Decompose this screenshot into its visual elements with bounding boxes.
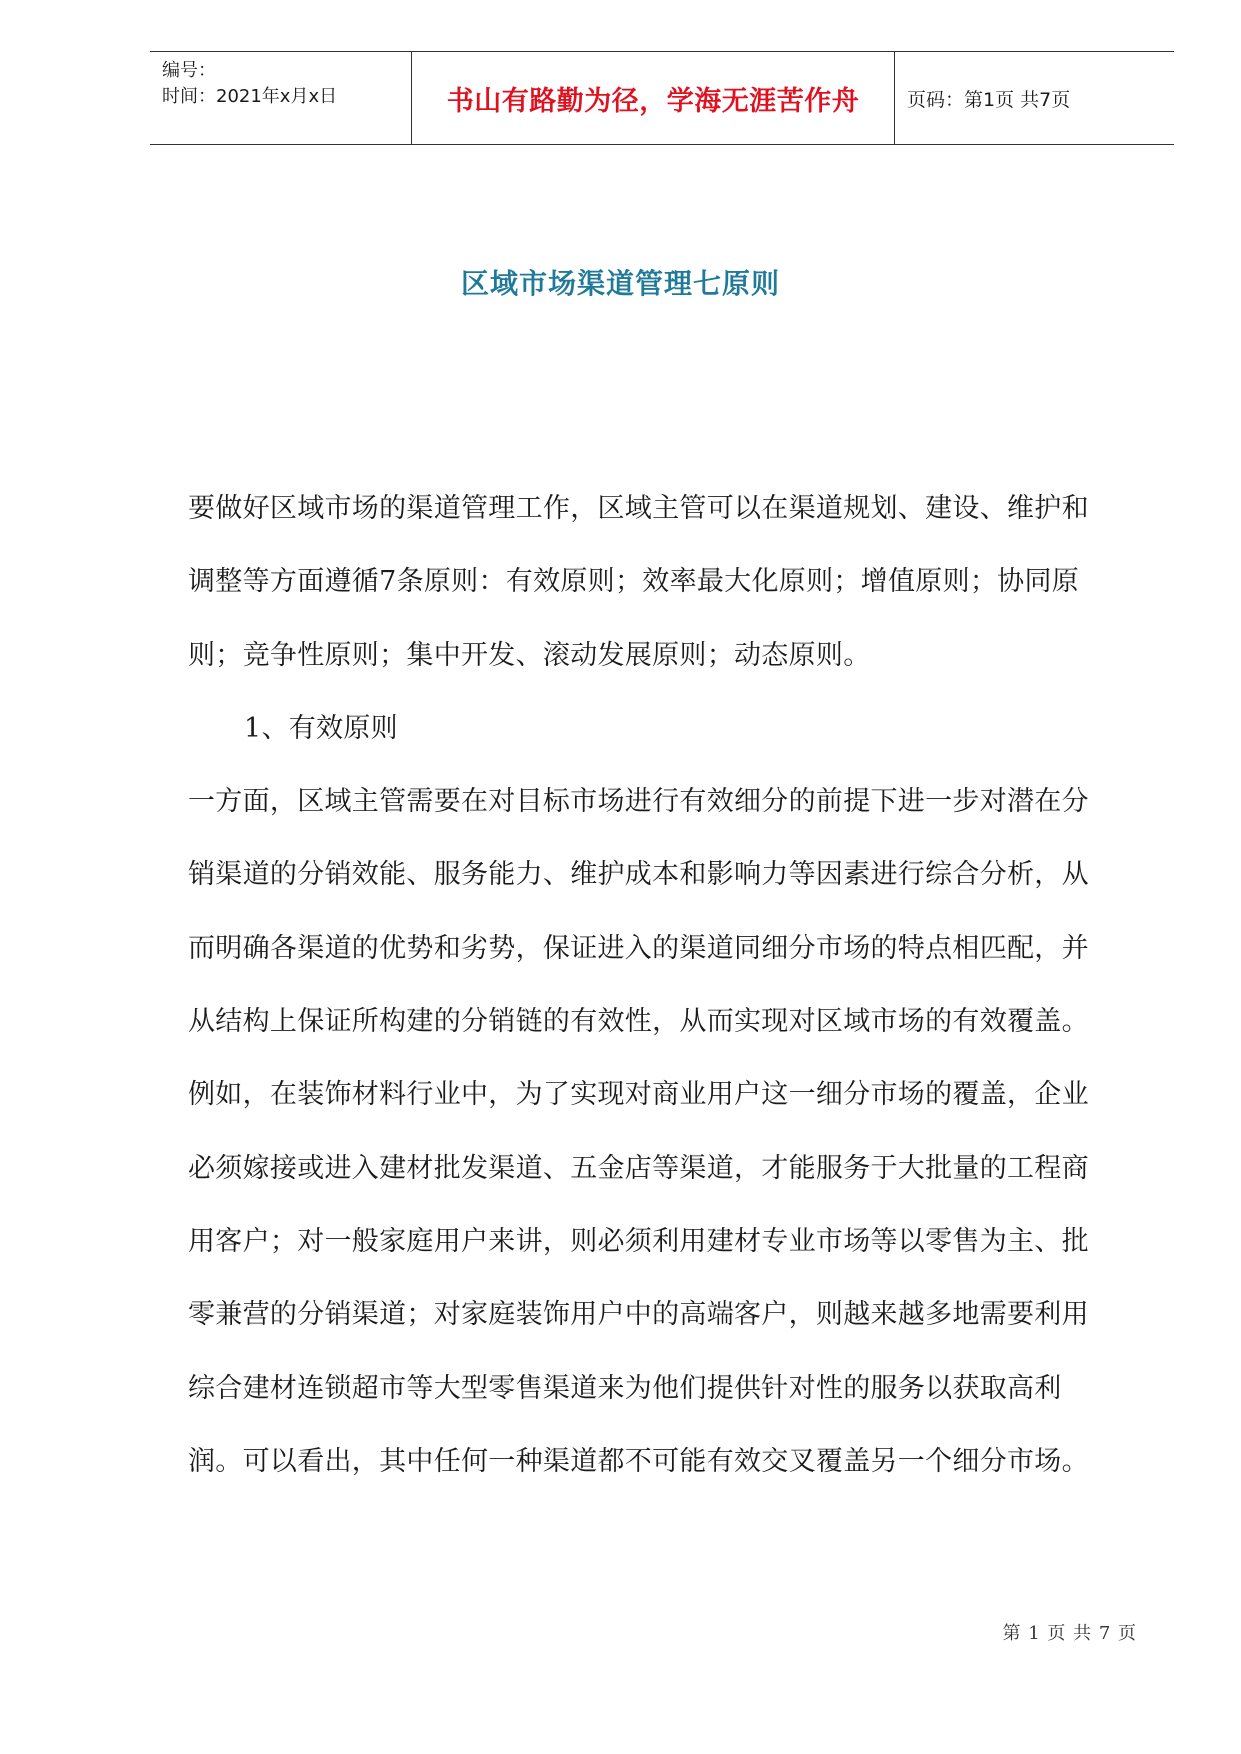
paragraph-line: 而明确各渠道的优势和劣势，保证进入的渠道同细分市场的特点相匹配，并	[188, 932, 1089, 964]
paragraph-line: 要做好区域市场的渠道管理工作，区域主管可以在渠道规划、建设、维护和	[188, 493, 1089, 524]
paragraph-line: 从结构上保证所构建的分销链的有效性，从而实现对区域市场的有效覆盖。	[188, 1006, 1089, 1038]
header-info-cell	[150, 52, 411, 144]
paragraph-line: 必须嫁接或进入建材批发渠道、五金店等渠道，才能服务于大批量的工程商	[188, 1152, 1089, 1184]
paragraph-line: 调整等方面遵循7条原则：有效原则；效率最大化原则；增值原则；协同原	[188, 566, 1080, 598]
paragraph-line: 例如，在装饰材料行业中，为了实现对商业用户这一细分市场的覆盖，企业	[188, 1079, 1089, 1111]
header-page-cell	[895, 52, 1174, 144]
paragraph-line: 综合建材连锁超市等大型零售渠道来为他们提供针对性的服务以获取高利	[188, 1372, 1062, 1404]
page-footer: 第 1 页 共 7 页	[1002, 1623, 1137, 1644]
serial-label: 编号：	[162, 60, 216, 81]
paragraph-line: 一方面，区域主管需要在对目标市场进行有效细分的前提下进一步对潜在分	[188, 786, 1089, 818]
paragraph-line: 润。可以看出，其中任何一种渠道都不可能有效交叉覆盖另一个细分市场。	[188, 1445, 1089, 1477]
document-title: 区域市场渠道管理七原则	[460, 267, 780, 300]
motto: 书山有路勤为径，学海无涯苦作舟	[446, 85, 860, 117]
body-text	[188, 484, 1188, 1510]
header-table	[150, 51, 1174, 145]
paragraph-line: 销渠道的分销效能、服务能力、维护成本和影响力等因素进行综合分析，从	[188, 859, 1089, 891]
header-motto-cell	[411, 52, 895, 144]
paragraph-line: 零兼营的分销渠道；对家庭装饰用户中的高端客户，则越来越多地需要利用	[188, 1299, 1089, 1331]
page-code: 页码：第1页 共7页	[907, 88, 1071, 111]
time-label: 时间：2021年x月x日	[162, 86, 338, 107]
paragraph-line: 则；竞争性原则；集中开发、滚动发展原则；动态原则。	[188, 639, 871, 671]
section-heading: 1、有效原则	[244, 712, 398, 744]
paragraph-line: 用客户；对一般家庭用户来讲，则必须利用建材专业市场等以零售为主、批	[188, 1225, 1089, 1257]
